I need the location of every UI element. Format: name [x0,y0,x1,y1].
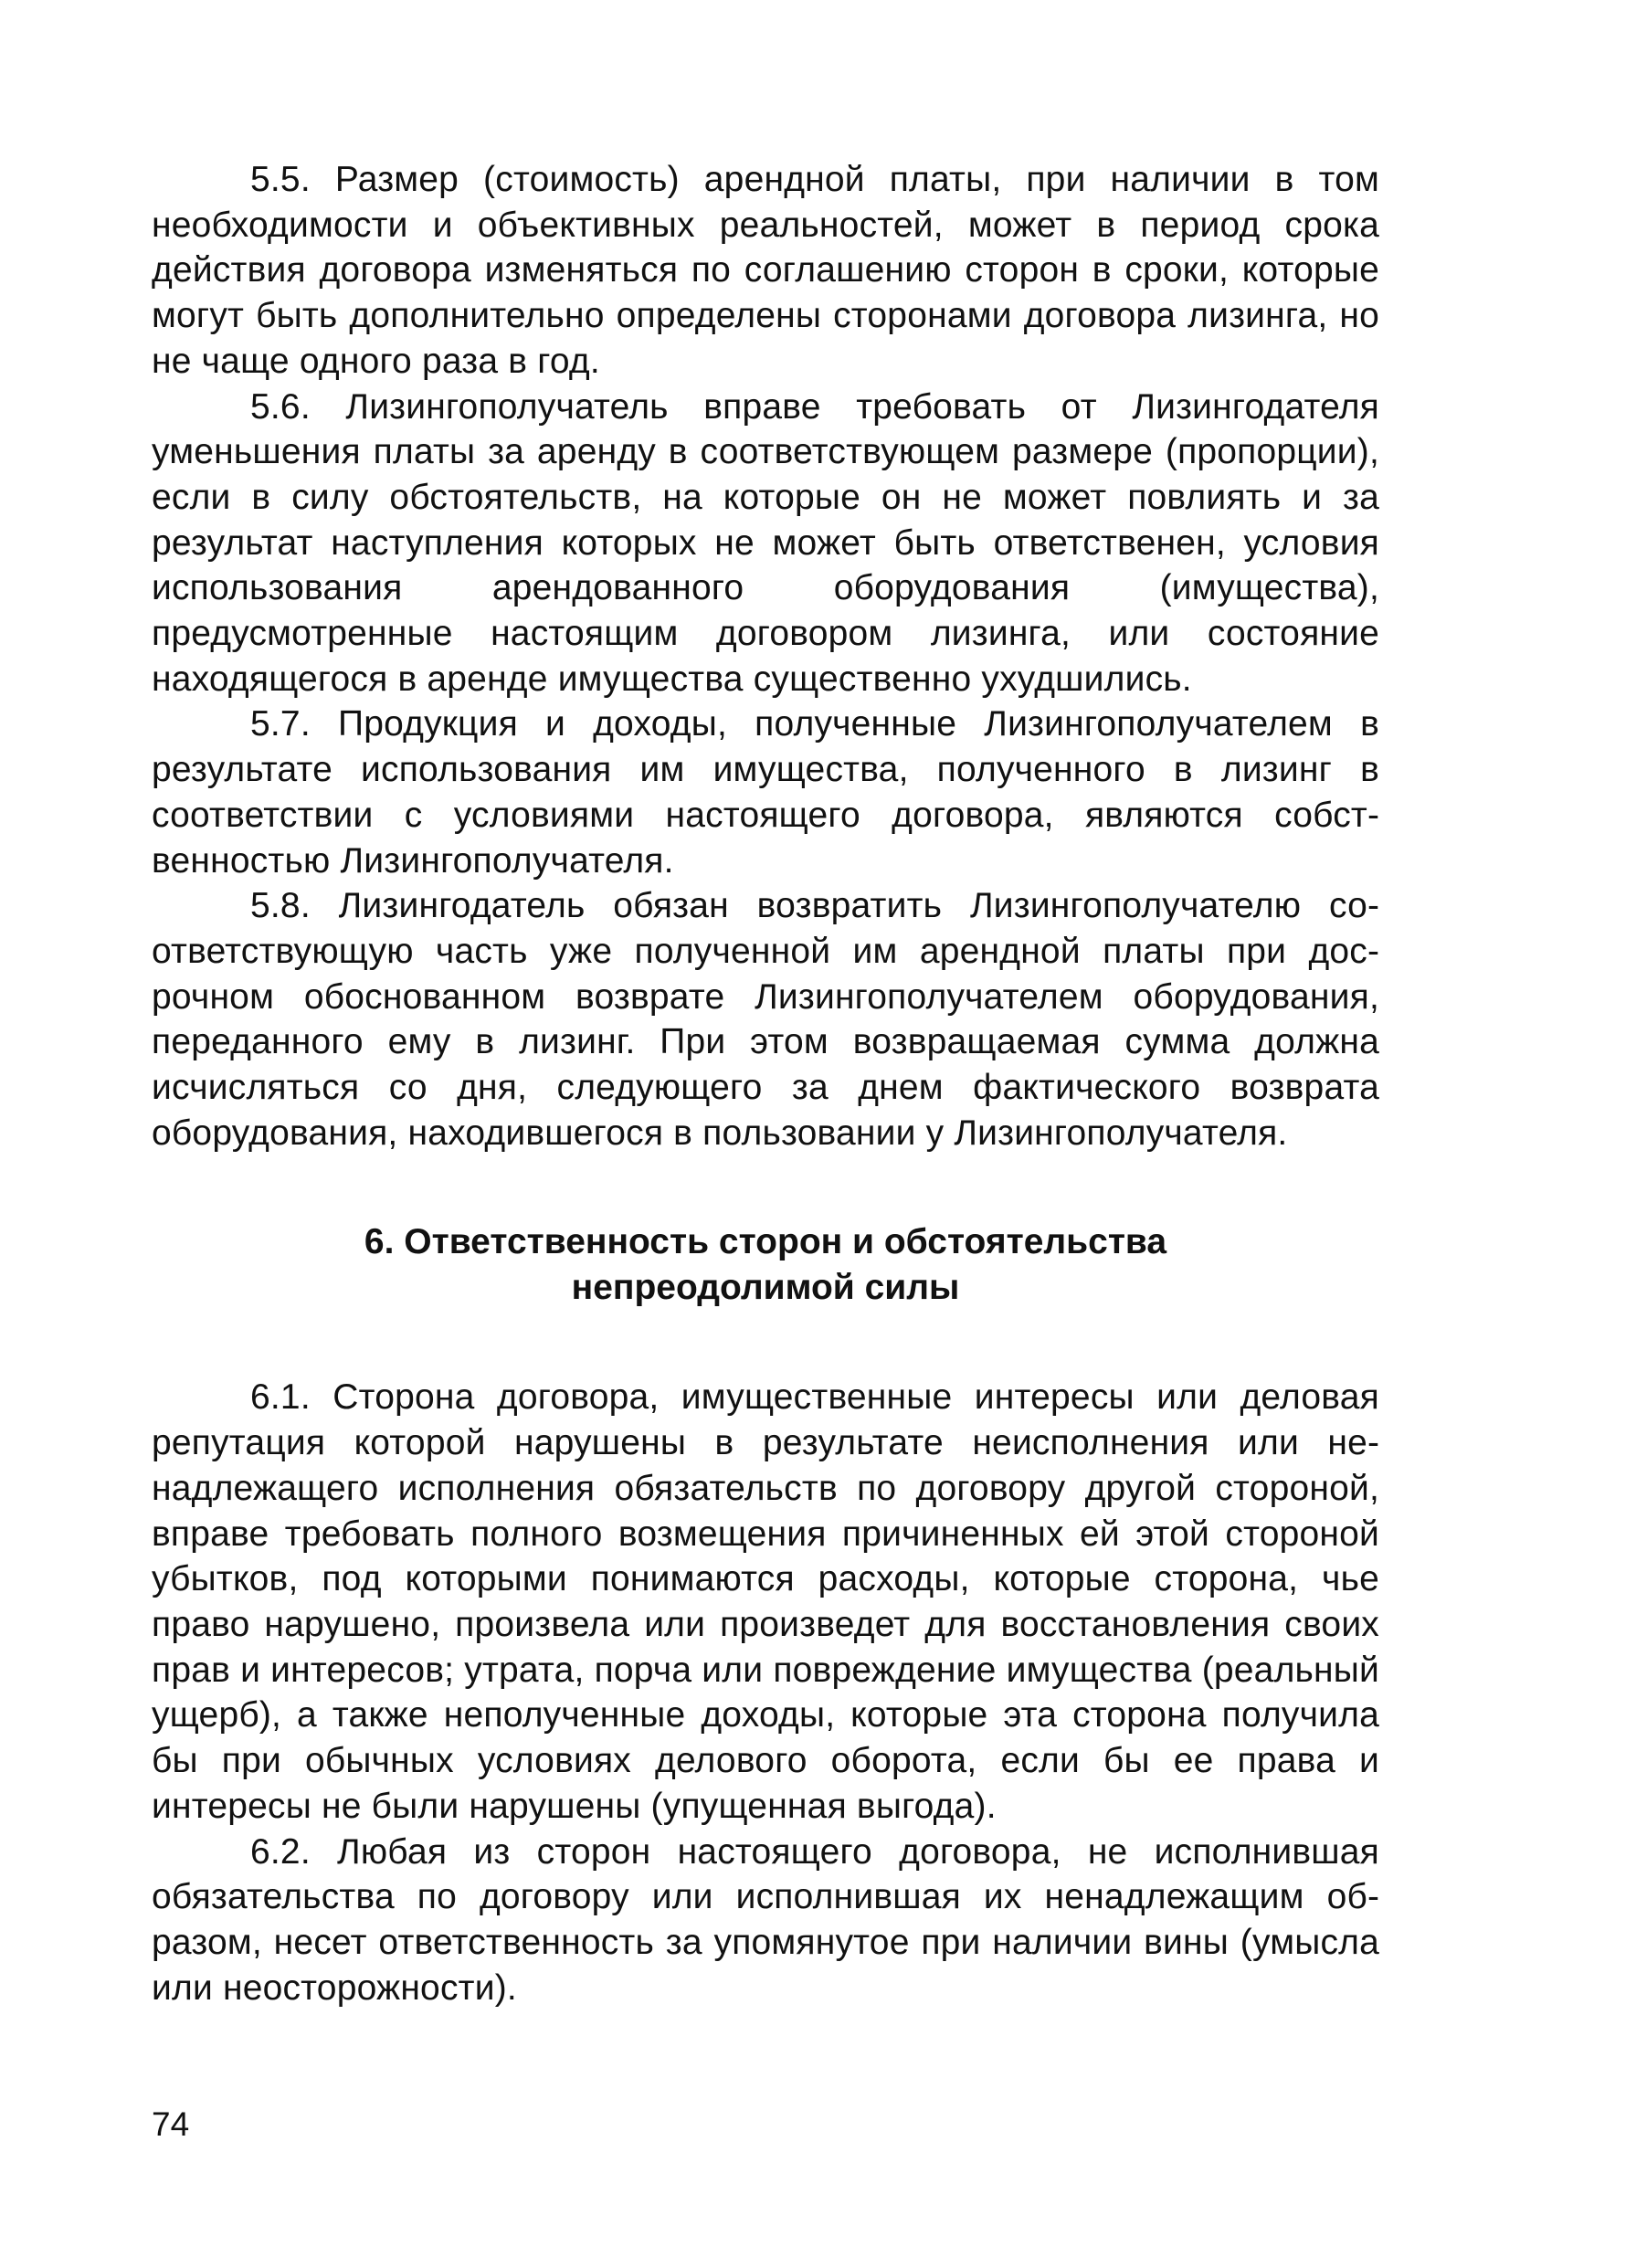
section-6-heading [152,1219,1379,1311]
section-6-heading-line2: непреодолимой силы [571,1268,960,1308]
paragraph-6-2: 6.2. Любая из сторон настоящего договора, не исполнившая обязательства по договору или исполнившая их ненадлежащим образом, несет ответственность за упомянутое при наличии вины (умысла или неосторожности). [152,1831,1379,2008]
paragraph-5-5: 5.5. Размер (стоимость) арендной платы, при наличии в том необходимости и объективных реальностей, может в период срока действия договора изменяться по соглашению сторон в сроки, которые могут быть дополнительно определены сторонами договора лизинга, но не чаще одного раза в год. [152,160,1379,381]
page-number: 74 [152,2105,190,2143]
paragraph-5-8: 5.8. Лизингодатель обязан возвратить Лизингополучателю соответствующую часть уже полученной им арендной платы при досрочном обоснованном возврате Лизингополучателем оборудования, переданного ему в лизинг. При этом возвращаемая сумма должна исчисляться со дня, следующего за днем фактического возврата оборудования, находившегося в пользовании у Лизингополучателя. [152,886,1379,1153]
section-6-heading-line1: 6. Ответственность сторон и обстоятельства [364,1222,1167,1262]
paragraph-5-6: 5.6. Лизингополучатель вправе требовать от Лизингодателя уменьшения платы за аренду в соответствующем размере (пропорции), если в силу обстоятельств, на которые он не может повлиять и за результат наступления которых не может быть ответственен, условия использования арендованного оборудования (имущества), предусмотренные настоящим договором лизинга, или состояние находящегося в аренде имущества существенно ухудшились. [152,386,1379,699]
paragraph-6-1: 6.1. Сторона договора, имущественные интересы или деловая репутация которой нарушены в результате неисполнения или ненадлежащего исполнения обязательств по договору другой стороной, вправе требовать полного возмещения причиненных ей этой стороной убытков, под которыми понимаются расходы, которые сторона, чье право нарушено, произвела или произведет для восстановления своих прав и интересов; утрата, порча или повреждение имущества (реальный ущерб), а также неполученные доходы, которые эта сторона получила бы при обычных условиях делового оборота, если бы ее права и интересы не были нарушены (упущенная выгода). [152,1377,1379,1826]
paragraph-5-7: 5.7. Продукция и доходы, полученные Лизингополучателем в результате использования им имущества, полученного в лизинг в соответствии с условиями настоящего договора, являются собственностью Лизингополучателя. [152,704,1379,881]
document-page [152,157,1379,2010]
